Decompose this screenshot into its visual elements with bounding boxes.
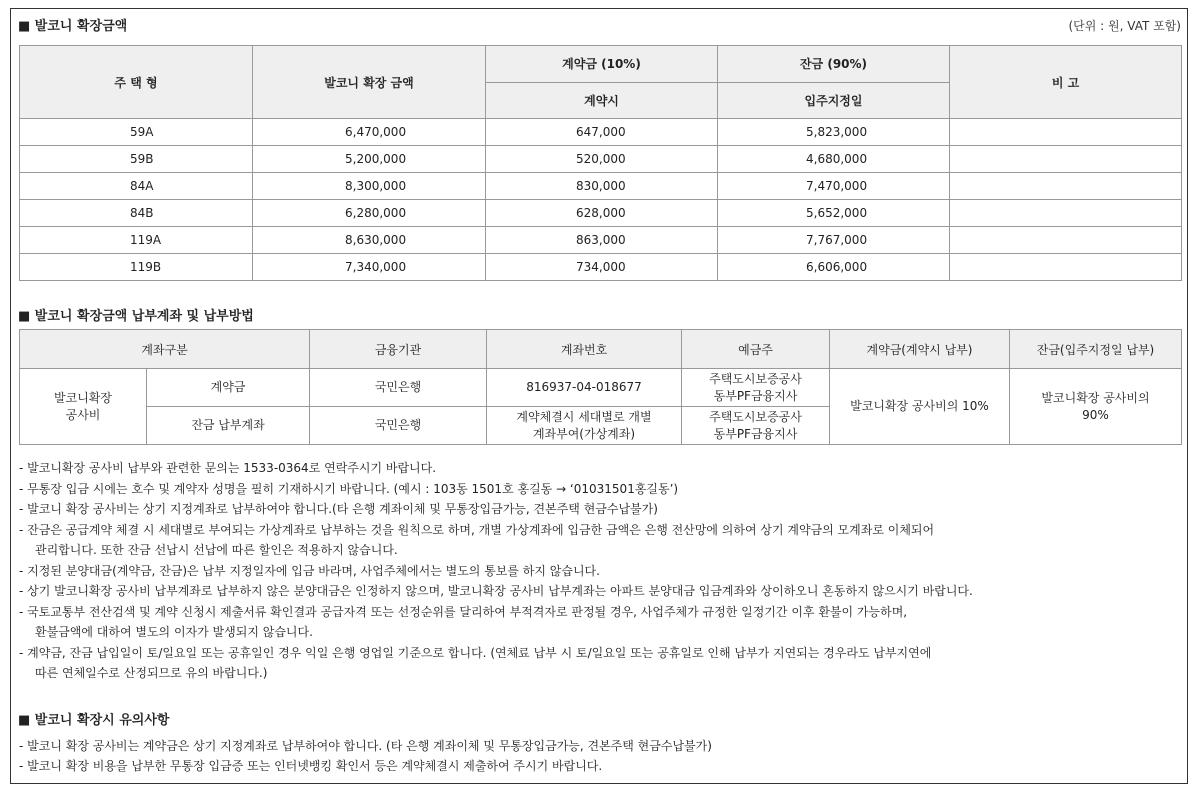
row1-account: 816937-04-018677: [487, 369, 682, 407]
row2-account: 계약체결시 세대별로 개별 계좌부여(가상계좌): [487, 407, 682, 445]
header-balance-sub: 입주지정일: [718, 82, 950, 119]
section-title-price: ■ 발코니 확장금액: [18, 19, 128, 34]
cell-amount: 6,280,000: [253, 200, 486, 227]
cell-amount: 7,340,000: [253, 254, 486, 281]
document-frame: [10, 8, 1188, 784]
table-row: [20, 254, 1182, 281]
header-category: 계좌구분: [20, 330, 310, 369]
note-line: - 발코니 확장 공사비는 계약금은 상기 지정계좌로 납부하여야 합니다. (타 은행 계좌이체 및 무통장입금가능, 견본주택 현금수납불가): [19, 739, 712, 753]
note-line: - 무통장 입금 시에는 호수 및 계약자 성명을 필히 기재하시기 바랍니다. (예시 : 103동 1501호 홍길동 → ‘01031501홍길동’): [19, 481, 679, 496]
cell-type: 59A: [20, 119, 253, 146]
header-deposit: 계약금 (10%): [486, 46, 718, 83]
header-account: 계좌번호: [487, 330, 682, 369]
cell-type: 84A: [20, 173, 253, 200]
cell-balance: 5,652,000: [718, 200, 950, 227]
cell-deposit: 647,000: [486, 119, 718, 146]
row1-sub: 계약금: [147, 369, 310, 407]
note-line: - 지정된 분양대금(계약금, 잔금)은 납부 지정일자에 입금 바라며, 사업주체에서는 별도의 통보를 하지 않습니다.: [19, 563, 600, 578]
account-table: [19, 329, 1182, 445]
cell-note: [950, 146, 1182, 173]
table-row: [20, 146, 1182, 173]
cell-balance: 6,606,000: [718, 254, 950, 281]
header-amount: 발코니 확장 금액: [253, 46, 486, 119]
note-line: 관리합니다. 또한 잔금 선납시 선납에 따른 할인은 적용하지 않습니다.: [35, 543, 398, 557]
cell-note: [950, 200, 1182, 227]
table-row: [20, 119, 1182, 146]
cell-deposit: 628,000: [486, 200, 718, 227]
cell-note: [950, 254, 1182, 281]
cell-deposit: 520,000: [486, 146, 718, 173]
cell-note: [950, 227, 1182, 254]
section-title-caution: ■ 발코니 확장시 유의사항: [18, 713, 170, 728]
row2-sub: 잔금 납부계좌: [147, 407, 310, 445]
row2-holder: 주택도시보증공사 동부PF금융지사: [682, 407, 830, 445]
cell-amount: 5,200,000: [253, 146, 486, 173]
cell-balance: 5,823,000: [718, 119, 950, 146]
row1-holder: 주택도시보증공사 동부PF금융지사: [682, 369, 830, 407]
cell-note: [950, 173, 1182, 200]
cell-amount: 6,470,000: [253, 119, 486, 146]
cell-type: 84B: [20, 200, 253, 227]
header-bank: 금융기관: [310, 330, 487, 369]
header-note: 비 고: [950, 46, 1182, 119]
cell-balance: 4,680,000: [718, 146, 950, 173]
note-line: - 잔금은 공급계약 체결 시 세대별로 부여되는 가상계좌로 납부하는 것을 원칙으로 하며, 개별 가상계좌에 입금한 금액은 은행 전산망에 의하여 상기 계약금의 모계좌로 이체되어: [19, 522, 935, 537]
note-line: - 발코니확장 공사비 납부와 관련한 문의는 1533-0364로 연락주시기 바랍니다.: [19, 461, 437, 475]
section-title-account: ■ 발코니 확장금액 납부계좌 및 납부방법: [18, 309, 254, 324]
payment-notes: [19, 458, 1184, 684]
header-holder: 예금주: [682, 330, 830, 369]
cell-type: 59B: [20, 146, 253, 173]
price-table: [19, 45, 1182, 281]
table-row: [20, 227, 1182, 254]
unit-label: (단위 : 원, VAT 포함): [1068, 19, 1181, 33]
header-type: 주 택 형: [20, 46, 253, 119]
row2-bank: 국민은행: [310, 407, 487, 445]
table-row: [20, 173, 1182, 200]
note-line: - 발코니 확장 비용을 납부한 무통장 입금증 또는 인터넷뱅킹 확인서 등은 계약체결시 제출하여 주시기 바랍니다.: [19, 759, 603, 773]
cell-note: [950, 119, 1182, 146]
group-label: 발코니확장 공사비: [20, 369, 147, 445]
cell-amount: 8,300,000: [253, 173, 486, 200]
cell-deposit: 734,000: [486, 254, 718, 281]
header-deposit-pay: 계약금(계약시 납부): [830, 330, 1010, 369]
balance-desc: 발코니확장 공사비의 90%: [1010, 369, 1182, 445]
deposit-desc: 발코니확장 공사비의 10%: [830, 369, 1010, 445]
header-balance-pay: 잔금(입주지정일 납부): [1010, 330, 1182, 369]
header-deposit-sub: 계약시: [486, 82, 718, 119]
note-line: - 국토교통부 전산검색 및 계약 신청시 제출서류 확인결과 공급자격 또는 선정순위를 달리하여 부적격자로 판정될 경우, 사업주체가 규정한 일정기간 이후 환불이 가능하며,: [19, 604, 908, 619]
caution-notes: [19, 736, 1184, 776]
row1-bank: 국민은행: [310, 369, 487, 407]
cell-balance: 7,767,000: [718, 227, 950, 254]
note-line: 따른 연체일수로 산정되므로 유의 바랍니다.): [35, 666, 268, 680]
cell-amount: 8,630,000: [253, 227, 486, 254]
cell-deposit: 863,000: [486, 227, 718, 254]
cell-type: 119B: [20, 254, 253, 281]
table-row: [20, 200, 1182, 227]
cell-balance: 7,470,000: [718, 173, 950, 200]
cell-type: 119A: [20, 227, 253, 254]
header-balance: 잔금 (90%): [718, 46, 950, 83]
note-line: - 발코니 확장 공사비는 상기 지정계좌로 납부하여야 합니다.(타 은행 계좌이체 및 무통장입금가능, 견본주택 현금수납불가): [19, 502, 658, 516]
cell-deposit: 830,000: [486, 173, 718, 200]
note-line: - 계약금, 잔금 납입일이 토/일요일 또는 공휴일인 경우 익일 은행 영업일 기준으로 합니다. (연체료 납부 시 토/일요일 또는 공휴일로 인해 납부가 지연되는 경우라도 납부지연에: [19, 645, 932, 660]
note-line: 환불금액에 대하여 별도의 이자가 발생되지 않습니다.: [35, 625, 313, 639]
note-line: - 상기 발코니확장 공사비 납부계좌로 납부하지 않은 분양대금은 인정하지 않으며, 발코니확장 공사비 납부계좌는 아파트 분양대금 입금계좌와 상이하오니 혼동하지 않으시기 바랍니다.: [19, 584, 973, 598]
